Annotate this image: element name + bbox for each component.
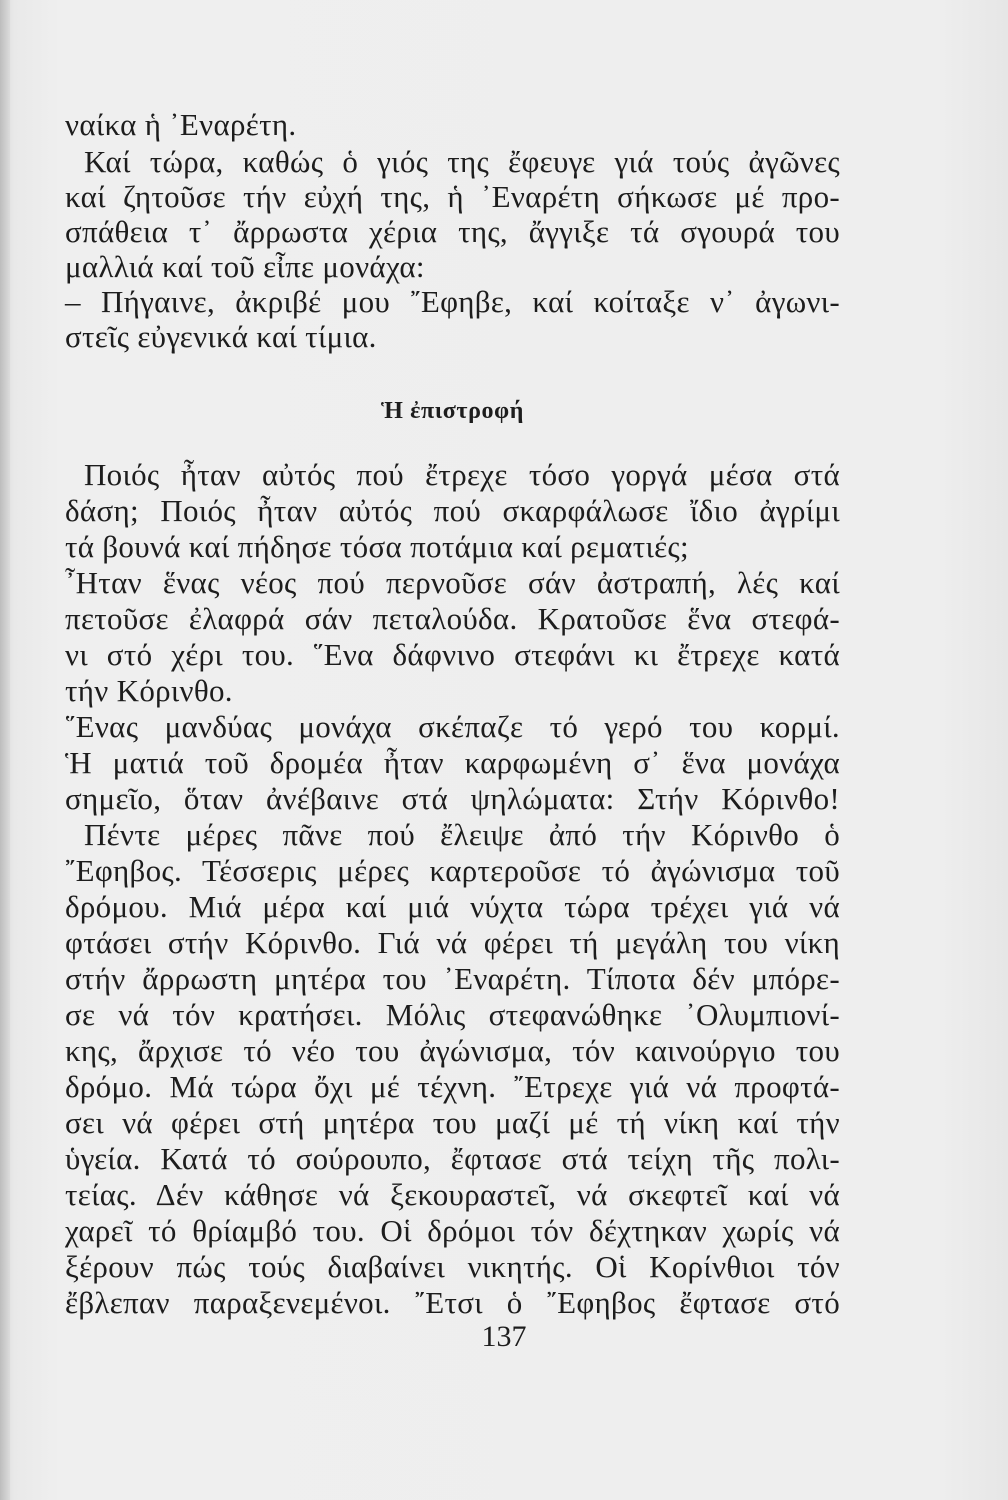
text-line: κης, ἄρχισε τό νέο του ἀγώνισμα, τόν καινούργιο του bbox=[65, 1033, 840, 1068]
text-line: ῏Ηταν ἕνας νέος πού περνοῦσε σάν ἀστραπή, λές καί bbox=[65, 565, 840, 600]
text-line: φτάσει στήν Κόρινθο. Γιά νά φέρει τή μεγάλη του νίκη bbox=[65, 925, 840, 960]
text-line: – Πήγαινε, ἀκριβέ μου ῎Εφηβε, καί κοίταξε ν᾿ ἀγωνι- bbox=[65, 284, 840, 319]
page-number: 137 bbox=[481, 1320, 527, 1353]
text-line: δάση; Ποιός ἦταν αὐτός πού σκαρφάλωσε ἴδιο ἀγρίμι bbox=[65, 493, 840, 528]
text-line: ῎Εφηβος. Τέσσερις μέρες καρτεροῦσε τό ἀγώνισμα τοῦ bbox=[65, 853, 840, 888]
text-line: Ποιός ἦταν αὐτός πού ἔτρεχε τόσο γοργά μέσα στά bbox=[84, 457, 840, 492]
text-line: Ἡ ματιά τοῦ δρομέα ἦταν καρφωμένη σ᾿ ἕνα μονάχα bbox=[65, 745, 840, 780]
text-line: σπάθεια τ᾿ ἄρρωστα χέρια της, ἄγγιξε τά σγουρά του bbox=[65, 214, 840, 249]
text-line: ναίκα ἡ ᾿Εναρέτη. bbox=[65, 107, 297, 142]
text-line: σει νά φέρει στή μητέρα του μαζί μέ τή νίκη καί τήν bbox=[65, 1105, 840, 1140]
text-line: σε νά τόν κρατήσει. Μόλις στεφανώθηκε ᾿Ολυμπιονί- bbox=[65, 997, 840, 1032]
text-line: μαλλιά καί τοῦ εἶπε μονάχα: bbox=[65, 249, 425, 284]
text-line: χαρεῖ τό θρίαμβό του. Οἱ δρόμοι τόν δέχτηκαν χωρίς νά bbox=[65, 1213, 840, 1248]
text-line: ῞Ενας μανδύας μονάχα σκέπαζε τό γερό του κορμί. bbox=[65, 709, 840, 744]
text-line: ξέρουν πώς τούς διαβαίνει νικητής. Οἱ Κορίνθιοι τόν bbox=[65, 1249, 840, 1284]
text-line: Πέντε μέρες πᾶνε πού ἔλειψε ἀπό τήν Κόρινθο ὁ bbox=[84, 817, 840, 852]
text-line: νι στό χέρι του. ῞Ενα δάφνινο στεφάνι κι ἔτρεχε κατά bbox=[65, 637, 840, 672]
text-line: δρόμο. Μά τώρα ὄχι μέ τέχνη. ῎Ετρεχε γιά νά προφτά- bbox=[65, 1069, 840, 1104]
text-line: τείας. Δέν κάθησε νά ξεκουραστεῖ, νά σκεφτεῖ καί νά bbox=[65, 1177, 840, 1212]
text-line: τήν Κόρινθο. bbox=[65, 673, 233, 708]
text-line: στήν ἄρρωστη μητέρα του ᾿Εναρέτη. Τίποτα δέν μπόρε- bbox=[65, 961, 840, 996]
text-line: Καί τώρα, καθώς ὁ γιός της ἔφευγε γιά τούς ἀγῶνες bbox=[84, 144, 840, 179]
text-line: ἔβλεπαν παραξενεμένοι. ῎Ετσι ὁ ῎Εφηβος ἔφτασε στό bbox=[65, 1285, 840, 1320]
text-line: πετοῦσε ἐλαφρά σάν πεταλούδα. Κρατοῦσε ἕνα στεφά- bbox=[65, 601, 840, 636]
text-line: δρόμου. Μιά μέρα καί μιά νύχτα τώρα τρέχει γιά νά bbox=[65, 889, 840, 924]
text-line: καί ζητοῦσε τήν εὐχή της, ἡ ᾿Εναρέτη σήκωσε μέ προ- bbox=[65, 179, 840, 214]
text-line: ὑγεία. Κατά τό σούρουπο, ἔφτασε στά τείχη τῆς πολι- bbox=[65, 1141, 840, 1176]
text-line: τά βουνά καί πήδησε τόσα ποτάμια καί ρεματιές; bbox=[65, 529, 689, 564]
text-line: σημεῖο, ὅταν ἀνέβαινε στά ψηλώματα: Στήν Κόρινθο! bbox=[65, 781, 840, 816]
section-heading: Ἡ ἐπιστροφή bbox=[381, 398, 524, 424]
text-line: στεῖς εὐγενικά καί τίμια. bbox=[65, 319, 377, 354]
